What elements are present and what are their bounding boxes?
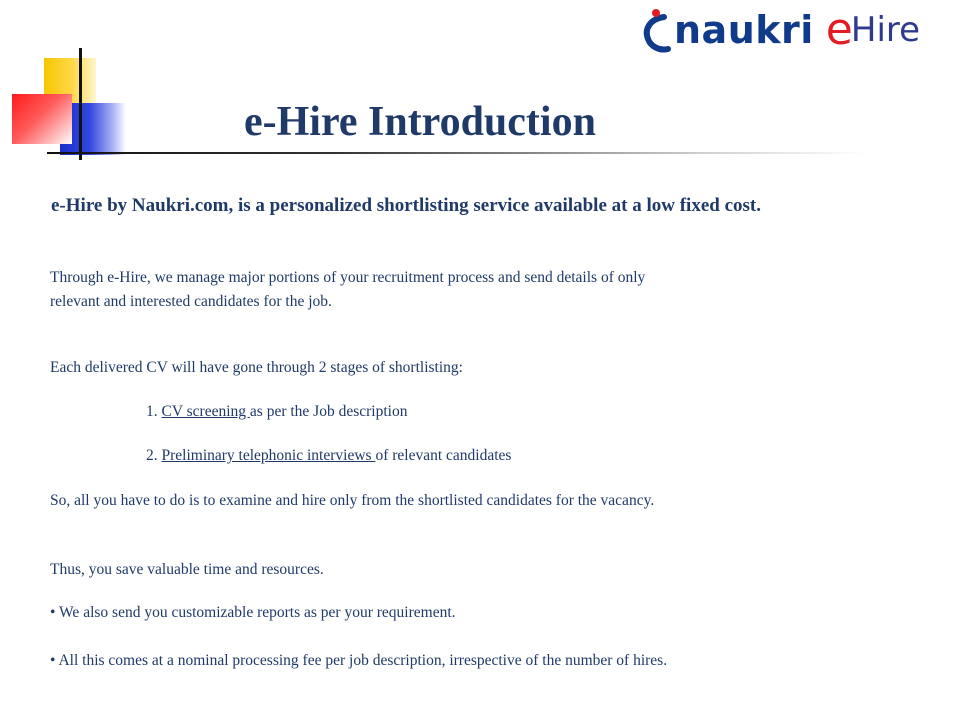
stage-number: 1. [146, 403, 158, 420]
bullet-item [50, 649, 930, 673]
logo-naukri-text: naukri [674, 8, 814, 52]
naukri-swoosh-icon [640, 5, 672, 55]
stage-item [146, 400, 960, 424]
naukri-ehire-logo [640, 2, 920, 58]
stage-text: of relevant candidates [375, 447, 512, 464]
title-underline [47, 152, 867, 154]
page-title: e-Hire Introduction [244, 99, 596, 145]
stage-text: as per the Job description [249, 403, 408, 420]
intro-line-2: relevant and interested candidates for the job. [50, 293, 332, 310]
intro-paragraph [50, 266, 930, 314]
stages-intro: Each delivered CV will have gone through 2 stages of shortlisting: [50, 359, 463, 376]
bullet-marker: • [50, 652, 56, 669]
lead-statement: e-Hire by Naukri.com, is a personalized shortlisting service available at a low fixed cost. [51, 195, 761, 216]
logo-e-text: e [825, 4, 853, 55]
save-text: Thus, you save valuable time and resources. [50, 561, 324, 578]
bullet-marker: • [50, 604, 56, 621]
stage-item [146, 444, 960, 468]
bullet-text: All this comes at a nominal processing fee per job description, irrespective of the number of hires. [58, 652, 668, 669]
decor-vertical-line [79, 48, 82, 160]
telephonic-interviews-link[interactable]: Preliminary telephonic interviews [161, 447, 376, 464]
bullet-item [50, 601, 930, 625]
intro-line-1: Through e-Hire, we manage major portions of your recruitment process and send details of only [50, 269, 646, 286]
decor-red-square [12, 94, 72, 144]
logo-hire-text: Hire [850, 10, 921, 50]
stage-number: 2. [146, 447, 158, 464]
bullet-text: We also send you customizable reports as per your requirement. [59, 604, 456, 621]
summary-text: So, all you have to do is to examine and hire only from the shortlisted candidates for the vacancy. [50, 492, 655, 509]
cv-screening-link[interactable]: CV screening [161, 403, 250, 420]
